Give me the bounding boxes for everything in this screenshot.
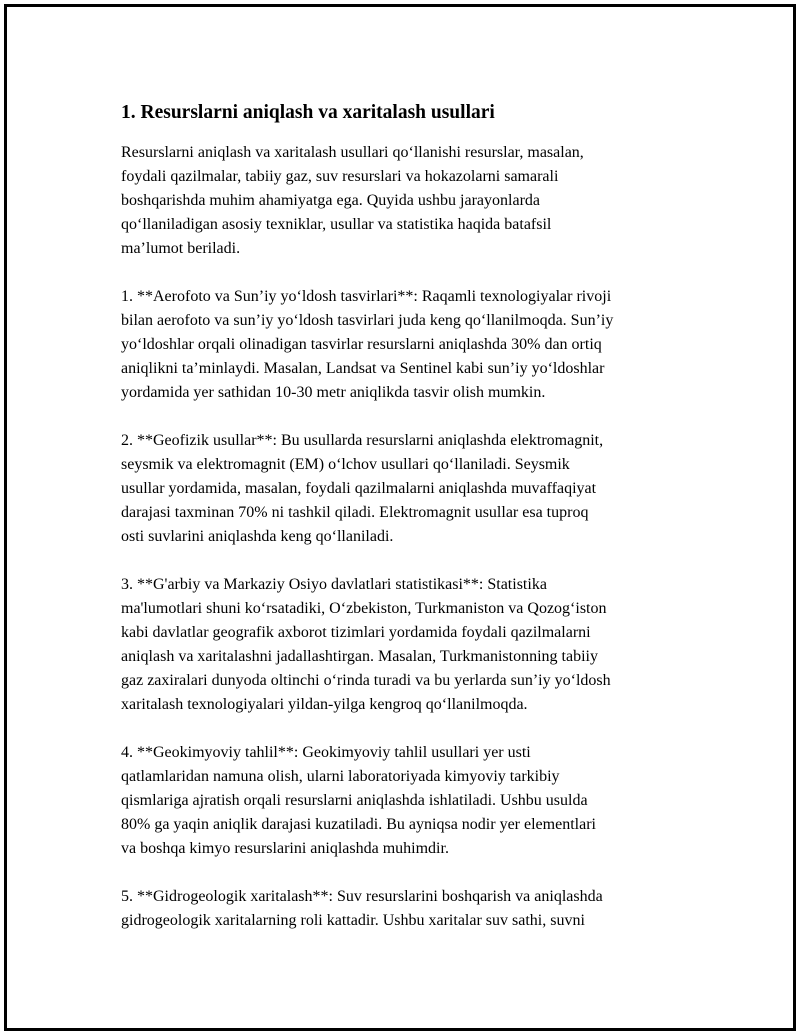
text-line: 80% ga yaqin aniqlik darajasi kuzatiladi. Bu ayniqsa nodir yer elementlari xyxy=(121,816,596,833)
text-line: 4. **Geokimyoviy tahlil**: Geokimyoviy tahlil usullari yer usti xyxy=(121,744,531,761)
text-line: foydali qazilmalar, tabiiy gaz, suv resurslari va hokazolarni samarali xyxy=(121,168,559,185)
text-line: qismlariga ajratish orqali resurslarni aniqlashda ishlatiladi. Ushbu usulda xyxy=(121,792,588,809)
text-line: 5. **Gidrogeologik xaritalash**: Suv resurslarini boshqarish va aniqlashda xyxy=(121,888,603,905)
paragraph-item-3 xyxy=(121,573,701,717)
text-line: 2. **Geofizik usullar**: Bu usullarda resurslarni aniqlashda elektromagnit, xyxy=(121,432,604,449)
paragraph-item-2 xyxy=(121,429,701,549)
text-line: va boshqa kimyo resurslarini aniqlashda muhimdir. xyxy=(121,840,449,857)
text-line: osti suvlarini aniqlashda keng qo‘llaniladi. xyxy=(121,528,394,545)
text-line: qo‘llaniladigan asosiy texniklar, usullar va statistika haqida batafsil xyxy=(121,216,552,233)
section-heading: 1. Resurslarni aniqlash va xaritalash usullari xyxy=(121,102,495,123)
text-line: yordamida yer sathidan 10-30 metr aniqlikda tasvir olish mumkin. xyxy=(121,384,546,401)
text-line: 1. **Aerofoto va Sun’iy yo‘ldosh tasvirlari**: Raqamli texnologiyalar rivoji xyxy=(121,288,612,305)
document-body xyxy=(121,100,701,933)
text-line: aniqlash va xaritalashni jadallashtirgan. Masalan, Turkmanistonning tabiiy xyxy=(121,648,598,665)
text-line: ma’lumot beriladi. xyxy=(121,240,241,257)
paragraph-intro xyxy=(121,141,701,261)
page-frame xyxy=(4,4,796,1031)
text-line: gidrogeologik xaritalarning roli kattadir. Ushbu xaritalar suv sathi, suvni xyxy=(121,912,585,929)
text-line: xaritalash texnologiyalari yildan-yilga kengroq qo‘llanilmoqda. xyxy=(121,696,528,713)
paragraph-item-1 xyxy=(121,285,701,405)
text-line: boshqarishda muhim ahamiyatga ega. Quyida ushbu jarayonlarda xyxy=(121,192,540,209)
text-line: bilan aerofoto va sun’iy yo‘ldosh tasvirlari juda keng qo‘llanilmoqda. Sun’iy xyxy=(121,312,614,329)
text-line: yo‘ldoshlar orqali olinadigan tasvirlar resurslarni aniqlashda 30% dan ortiq xyxy=(121,336,602,353)
text-line: usullar yordamida, masalan, foydali qazilmalarni aniqlashda muvaffaqiyat xyxy=(121,480,597,497)
text-line: darajasi taxminan 70% ni tashkil qiladi. Elektromagnit usullar esa tuproq xyxy=(121,504,589,521)
text-line: gaz zaxiralari dunyoda oltinchi o‘rinda turadi va bu yerlarda sun’iy yo‘ldosh xyxy=(121,672,611,689)
text-line: Resurslarni aniqlash va xaritalash usullari qo‘llanishi resurslar, masalan, xyxy=(121,144,584,161)
text-line: seysmik va elektromagnit (EM) o‘lchov usullari qo‘llaniladi. Seysmik xyxy=(121,456,570,473)
text-line: 3. **G'arbiy va Markaziy Osiyo davlatlari statistikasi**: Statistika xyxy=(121,576,547,593)
paragraph-item-5 xyxy=(121,885,701,933)
text-line: kabi davlatlar geografik axborot tizimlari yordamida foydali qazilmalarni xyxy=(121,624,591,641)
text-line: aniqlikni ta’minlaydi. Masalan, Landsat va Sentinel kabi sun’iy yo‘ldoshlar xyxy=(121,360,605,377)
text-line: ma'lumotlari shuni ko‘rsatadiki, O‘zbekiston, Turkmaniston va Qozog‘iston xyxy=(121,600,607,617)
text-line: qatlamlaridan namuna olish, ularni laboratoriyada kimyoviy tarkibiy xyxy=(121,768,560,785)
paragraph-item-4 xyxy=(121,741,701,861)
